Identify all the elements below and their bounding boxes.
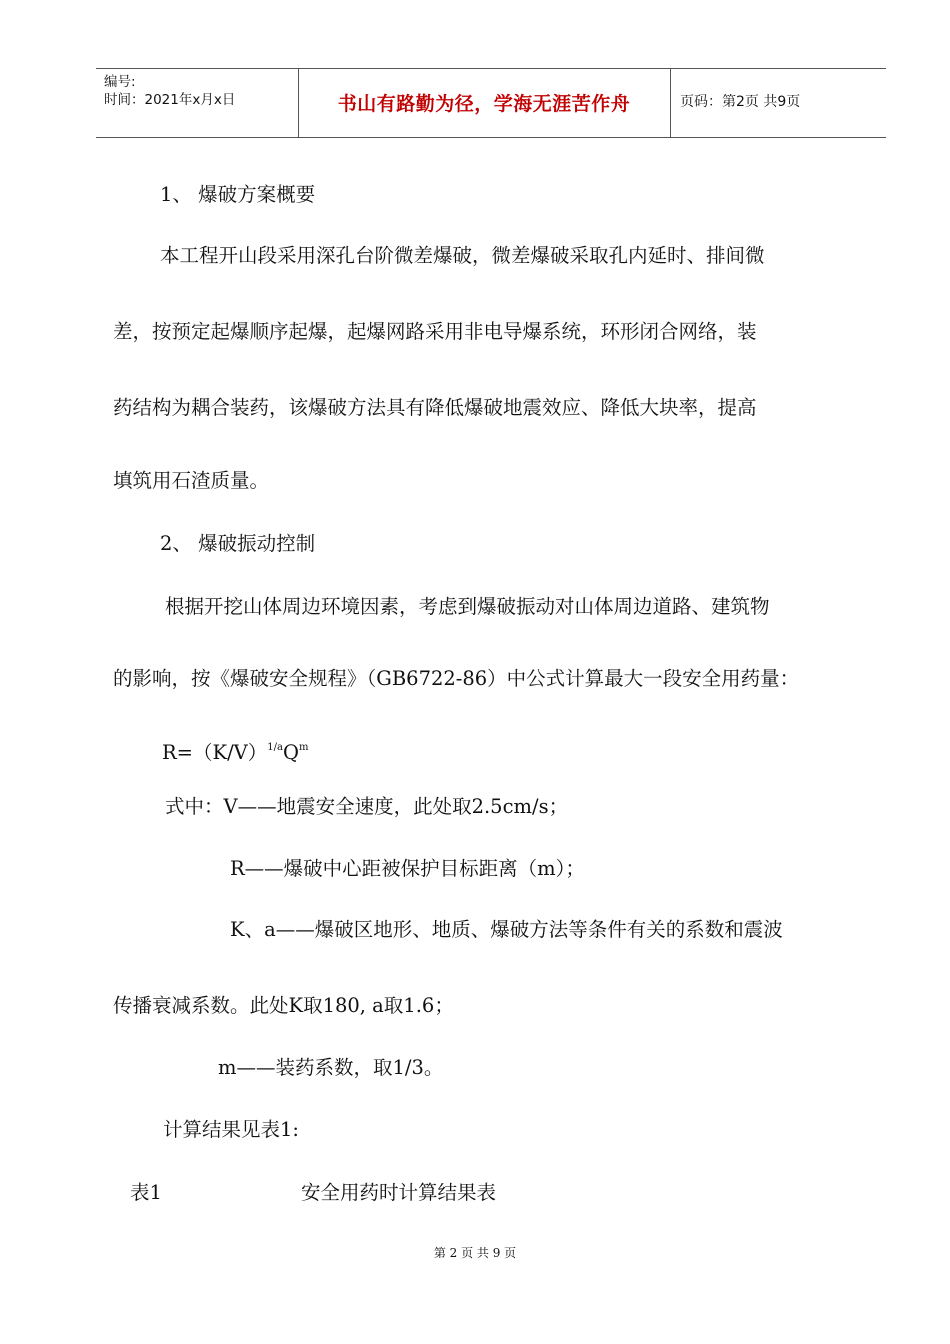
paragraph-line: 式中：V——地震安全速度，此处取2.5cm/s； <box>165 795 569 818</box>
page-header <box>96 68 886 138</box>
table-number: 表1 <box>130 1181 162 1204</box>
header-divider <box>670 69 671 137</box>
paragraph-line: 根据开挖山体周边环境因素，考虑到爆破振动对山体周边道路、建筑物 <box>165 595 770 618</box>
paragraph-line: 本工程开山段采用深孔台阶微差爆破，微差爆破采取孔内延时、排间微 <box>160 244 765 267</box>
paragraph-line: 差，按预定起爆顺序起爆，起爆网路采用非电导爆系统，环形闭合网络，装 <box>113 320 757 343</box>
formula-exponent: m <box>298 742 309 753</box>
page-footer: 第 2 页 共 9 页 <box>433 1246 517 1260</box>
document-number-label: 编号: <box>104 74 136 90</box>
paragraph-line: R——爆破中心距被保护目标距离（m）； <box>230 857 585 880</box>
paragraph-line: 填筑用石渣质量。 <box>113 469 270 492</box>
header-page-label: 页码：第2页 共9页 <box>680 94 801 110</box>
section-heading-1: 1、 爆破方案概要 <box>160 183 316 206</box>
paragraph-line: 计算结果见表1: <box>163 1118 299 1141</box>
paragraph-line: 的影响，按《爆破安全规程》（GB6722-86）中公式计算最大一段安全用药量： <box>113 667 800 690</box>
paragraph-line: K、a——爆破区地形、地质、爆破方法等条件有关的系数和震波 <box>230 918 783 941</box>
paragraph-line: 传播衰减系数。此处K取180, a取1.6； <box>113 994 454 1017</box>
document-time-label: 时间：2021年x月x日 <box>104 92 236 108</box>
formula-exponent: 1/a <box>267 742 283 753</box>
formula-base: R=（K/V） <box>162 741 268 764</box>
paragraph-line: m——装药系数，取1/3。 <box>218 1056 444 1079</box>
paragraph-line: 药结构为耦合装药，该爆破方法具有降低爆破地震效应、降低大块率，提高 <box>113 396 757 419</box>
table-title: 安全用药时计算结果表 <box>301 1181 497 1204</box>
section-heading-2: 2、 爆破振动控制 <box>160 532 316 555</box>
header-meta <box>104 73 235 109</box>
formula-q: Q <box>282 741 299 764</box>
formula <box>162 736 308 765</box>
header-motto: 书山有路勤为径，学海无涯苦作舟 <box>337 93 631 115</box>
